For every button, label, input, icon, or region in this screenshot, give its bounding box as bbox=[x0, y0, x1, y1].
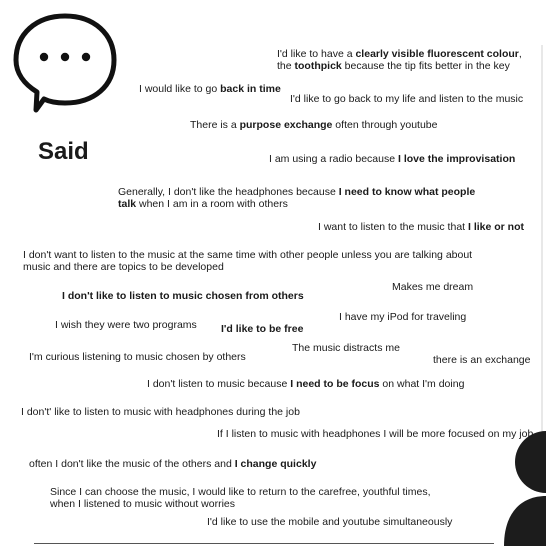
quote-ipod: I have my iPod for traveling bbox=[339, 311, 467, 323]
quote-emphasis: talk bbox=[118, 198, 137, 210]
quote-emphasis: toothpick bbox=[294, 60, 342, 72]
quote-like-or-not: I want to listen to the music that I like or not bbox=[318, 221, 525, 233]
quote-two-programs: I wish they were two programs bbox=[55, 319, 197, 331]
quote-emphasis: I need to know what people bbox=[338, 186, 476, 198]
quote-emphasis: I change quickly bbox=[234, 458, 317, 470]
said-title: Said bbox=[38, 138, 89, 165]
quote-curious: I'm curious listening to music chosen by others bbox=[29, 351, 246, 363]
quote-change-quickly: often I don't like the music of the others and I change quickly bbox=[29, 458, 317, 470]
quote-headphones-talk: Generally, I don't like the headphones because I need to know what people talk when I am in a room with others bbox=[118, 186, 476, 210]
divider-vertical bbox=[541, 45, 543, 490]
quote-mobile-youtube: I'd like to use the mobile and youtube simultaneously bbox=[207, 516, 453, 528]
quote-carefree: Since I can choose the music, I would like to return to the carefree, youthful times, when I listened to music without worries bbox=[50, 486, 431, 510]
quote-purpose-exchange: There is a purpose exchange often through youtube bbox=[190, 119, 438, 131]
quote-emphasis: I don't like to listen to music chosen from others bbox=[62, 290, 304, 302]
quote-dream: Makes me dream bbox=[392, 281, 474, 293]
quote-during-job: I don't' like to listen to music with headphones during the job bbox=[21, 406, 300, 418]
quote-emphasis: back in time bbox=[220, 83, 281, 95]
quote-back-to-life: I'd like to go back to my life and listen to the music bbox=[290, 93, 524, 105]
quote-focus: I don't listen to music because I need to be focus on what I'm doing bbox=[147, 378, 465, 390]
quote-chosen-others bbox=[62, 290, 304, 302]
quote-exchange: there is an exchange bbox=[433, 354, 531, 366]
quote-emphasis: I need to be focus bbox=[290, 378, 380, 390]
quote-radio: I am using a radio because I love the improvisation bbox=[269, 153, 516, 165]
divider-horizontal bbox=[34, 543, 494, 544]
quote-emphasis: I'd like to be free bbox=[221, 323, 304, 335]
quote-free bbox=[221, 323, 303, 335]
quote-emphasis: I like or not bbox=[468, 221, 525, 233]
dot-right bbox=[82, 53, 90, 61]
dot-left bbox=[40, 53, 48, 61]
quote-distracts: The music distracts me bbox=[292, 342, 400, 354]
quote-emphasis: I love the improvisation bbox=[398, 153, 516, 165]
quote-back-in-time: I would like to go back in time bbox=[139, 83, 281, 95]
speech-bubble-icon bbox=[10, 10, 120, 120]
quote-emphasis: clearly visible fluorescent colour bbox=[355, 48, 519, 60]
quote-emphasis: purpose exchange bbox=[239, 119, 333, 131]
dot-middle bbox=[61, 53, 69, 61]
quote-fluorescent: I'd like to have a clearly visible fluorescent colour, the toothpick because the tip fits better in the key bbox=[277, 48, 522, 72]
quote-more-focused: If I listen to music with headphones I will be more focused on my job bbox=[217, 428, 534, 440]
person-icon bbox=[500, 428, 546, 546]
quote-same-time: I don't want to listen to the music at the same time with other people unless you are talking about music and there are topics to be developed bbox=[23, 249, 473, 273]
